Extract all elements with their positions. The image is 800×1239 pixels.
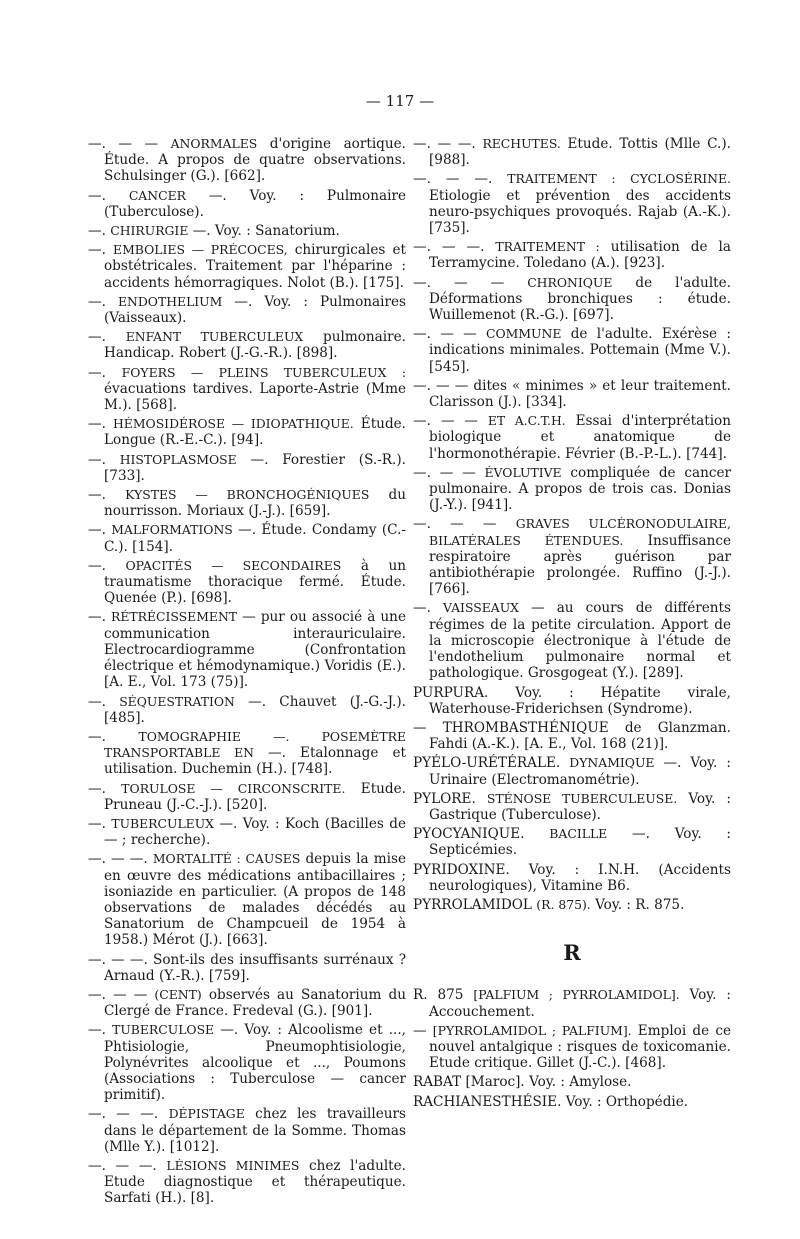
entry-lead: —. — [88, 1022, 106, 1039]
entry-text: Sont-ils des insuffisants surrénaux ? Arnaud (Y.-R.). [759]. — [104, 951, 406, 984]
entry-text: Etude. Pruneau (J.-C.-J.). [520]. — [104, 780, 406, 813]
entry-text: depuis la mise en œuvre des médications antibacillaires ; isoniazide en particulier. (A propos de 148 observations de malades décédés au Sanatorium de Champcueil de 1954 à 1958.) Mérot (J.). [663]. — [104, 851, 406, 949]
entry-subheading: LÉSIONS MINIMES — [166, 1157, 300, 1173]
entry-text: —. Chauvet (J.-G.-J.). [485]. — [104, 693, 406, 726]
entry-subheading: DÉPISTAGE — [168, 1106, 245, 1122]
entry-subheading: TUBERCULOSE — [112, 1022, 215, 1038]
entry-text: Voy. : Orthopédie. — [561, 1093, 689, 1110]
entry-lead: —. — — — [413, 377, 469, 394]
index-entry — [88, 558, 406, 607]
entry-lead: PURPURA. — [413, 684, 489, 701]
entry-text: Voy. : Accouchement. — [429, 987, 731, 1020]
entry-text: —. Voy. : Urinaire (Electromanométrie). — [429, 755, 731, 788]
entry-lead: — — [413, 1022, 427, 1039]
entry-text: —. Voy. : Pulmonaire (Tuberculose). — [104, 187, 406, 220]
entry-subheading: TUBERCULEUX — [111, 815, 214, 831]
entry-text: à un traumatisme thoracique fermé. Étude. Quenée (P.). [698]. — [104, 557, 407, 607]
entry-lead: —. — —. — [88, 851, 148, 868]
right-column-p-entries — [413, 136, 731, 913]
entry-lead: —. — [88, 728, 106, 745]
entry-subheading: GRAVES ULCÉRONODULAIRE, BILATÉRALES ÉTENDUES. — [429, 516, 731, 548]
index-entry — [413, 862, 731, 894]
entry-lead: RABAT — [413, 1074, 462, 1091]
entry-lead: —. — — — [88, 136, 159, 152]
index-entry — [413, 987, 731, 1019]
entry-subheading: TORULOSE — CIRCONSCRITE. — [121, 780, 346, 796]
entry-subheading: ENFANT TUBERCULEUX — [125, 329, 304, 345]
entry-subheading: DYNAMIQUE — [569, 755, 655, 771]
entry-text: [Maroc]. Voy. : Amylose. — [461, 1074, 632, 1091]
index-entry — [413, 465, 731, 514]
entry-subheading: CANCER — [128, 187, 186, 203]
entry-text: Insuffisance respiratoire après guérison par antibiothérapie prolongée. Ruffino (J.-J.). [766]. — [429, 532, 731, 598]
entry-text: Emploi de ce nouvel antalgique : risques de toxicomanie. Etude critique. Gillet (J.-C.). [468]. — [429, 1022, 731, 1072]
entry-subheading: MALFORMATIONS — [111, 522, 233, 538]
entry-subheading: ENDOTHELIUM — [117, 293, 223, 309]
entry-subheading: HÉMOSIDÉROSE — IDIOPATHIQUE. — [113, 416, 354, 432]
entry-text: — au cours de différents régimes de la petite circulation. Apport de la microscopie électronique à l'étude de l'endothelium pulmonaire normal et pathologique. Grosgogeat (Y.). [289]. — [429, 600, 731, 682]
index-entry — [413, 791, 731, 823]
entry-subheading: TRAITEMENT : — [495, 239, 600, 255]
entry-lead: —. — —. — [413, 239, 485, 256]
entry-lead: —. — [88, 451, 106, 468]
entry-text: observés au Sanatorium du Clergé de France. Fredeval (G.). [901]. — [104, 986, 406, 1020]
entry-lead: PYOCYANIQUE. — [413, 826, 525, 843]
index-entry — [88, 365, 406, 414]
index-entry — [88, 242, 406, 291]
index-entry — [88, 851, 406, 948]
entry-subheading: (CENT) — [154, 986, 202, 1002]
section-letter: R — [563, 940, 581, 966]
index-entry — [413, 378, 731, 410]
entry-lead: —. — [88, 364, 106, 381]
index-entry — [413, 600, 731, 681]
entry-lead: —. — [88, 223, 106, 240]
entry-text: Etude. Tottis (Mlle C.). [988]. — [429, 136, 731, 169]
page-number: — 117 — — [365, 92, 435, 110]
index-entry — [413, 516, 731, 597]
entry-text: utilisation de la Terramycine. Toledano (A.). [923]. — [429, 239, 731, 272]
entry-lead: —. — [88, 815, 106, 832]
entry-lead: R. 875 — [413, 987, 464, 1004]
index-entry — [88, 329, 406, 361]
entry-subheading: RECHUTES. — [482, 136, 561, 151]
index-entry — [88, 452, 406, 484]
index-entry — [88, 816, 406, 848]
entry-text: chez les travailleurs dans le département de la Somme. Thomas (Mlle Y.). [1012]. — [104, 1106, 407, 1155]
entry-lead: PYÉLO-URÉTÉRALE. — [413, 755, 561, 772]
entry-text: de l'adulte. Exérèse : indications minimales. Pottemain (Mme V.). [545]. — [429, 326, 731, 375]
entry-text: de l'adulte. Déformations bronchiques : étude. Wuillemenot (R.-G.). [697]. — [429, 274, 731, 324]
entry-lead: —. — [88, 693, 106, 710]
entry-text: Voy. : R. 875. — [590, 896, 685, 913]
entry-subheading: COMMUNE — [486, 326, 562, 342]
index-entry — [88, 223, 406, 239]
index-entry — [88, 694, 406, 726]
entry-text: de Glanzman. Fahdi (A.-K.). [A. E., Vol. 168 (21)]. — [429, 719, 732, 753]
entry-lead: —. — [88, 329, 106, 346]
entry-lead: —. — [413, 600, 431, 617]
entry-lead: —. — — — [413, 516, 497, 533]
entry-lead: —. — — — [413, 274, 505, 291]
entry-lead: PYRIDOXINE. — [413, 861, 510, 878]
entry-lead: —. — —. — [88, 1157, 157, 1174]
entry-text: d'origine aortique. Étude. A propos de quatre observations. Schulsinger (G.). [662]. — [104, 136, 406, 185]
index-entry — [88, 487, 406, 519]
entry-lead: —. — —. — [413, 136, 476, 152]
index-entry — [88, 1106, 406, 1155]
index-entry — [88, 294, 406, 326]
entry-subheading: BACILLE — [549, 826, 608, 842]
entry-lead: —. — —. — [413, 171, 493, 188]
entry-lead: —. — — — [413, 326, 477, 343]
entry-text: chirurgicales et obstétricales. Traitement par l'héparine : accidents hémorragiques. Nolot (B.). [175]. — [104, 242, 406, 291]
index-entry — [88, 1158, 406, 1207]
index-entry — [413, 826, 731, 858]
entry-subheading: FOYERS — PLEINS TUBERCULEUX : — [121, 364, 406, 380]
entry-text: évacuations tardives. Laporte-Astrie (Mme M.). [568]. — [104, 380, 406, 414]
entry-subheading: KYSTES — BRONCHOGÉNIQUES — [125, 487, 370, 503]
index-entry — [88, 781, 406, 813]
index-entry — [413, 171, 731, 236]
index-entry — [413, 720, 731, 752]
entry-text: Essai d'interprétation biologique et anatomique de l'hormonothérapie. Février (B.-P.-L.). [744]. — [429, 413, 731, 462]
entry-subheading: TOMOGRAPHIE —. POSEMÈTRE TRANSPORTABLE EN — [104, 728, 406, 761]
entry-text: Voy. : Hépatite virale, Waterhouse-Friderichsen (Syndrome). — [429, 684, 731, 717]
entry-text: du nourrisson. Moriaux (J.-J.). [659]. — [104, 487, 406, 520]
entry-text: —. Forestier (S.-R.). [733]. — [104, 451, 406, 484]
entry-lead: —. — —. — [88, 1106, 159, 1123]
entry-lead: —. — — — [413, 464, 476, 481]
entry-subheading: ÉVOLUTIVE — [484, 464, 562, 480]
entry-text: — pur ou associé à une communication interauriculaire. Electrocardiogramme (Confrontation électrique et hémodynamique.) Voridis (E.). [A. E., Vol. 173 (75)]. — [104, 609, 406, 691]
entry-subheading: ANORMALES — [170, 136, 258, 151]
index-entry — [413, 1023, 731, 1072]
entry-subheading: [PALFIUM ; PYRROLAMIDOL]. — [473, 987, 680, 1003]
entry-subheading: OPACITÉS — SECONDAIRES — [125, 557, 342, 573]
index-entry — [413, 755, 731, 787]
entry-subheading: HISTOPLASMOSE — [119, 451, 237, 467]
entry-lead: —. — [88, 187, 106, 204]
index-entry — [88, 136, 406, 185]
index-entry — [88, 522, 406, 554]
entry-subheading: TRAITEMENT : CYCLOSÉRINE. — [507, 171, 731, 187]
entry-text: —. Voy. : Alcoolisme et ..., Phtisiologie, Pneumophtisiologie, Polynévrites alcoolique et ..., Poumons (Associations : Tuberculose — cancer primitif). — [104, 1022, 406, 1104]
index-entry — [88, 416, 406, 448]
entry-text: Etiologie et prévention des accidents neuro-psychiques provoqués. Rajab (A.-K.). [735]. — [429, 187, 731, 237]
entry-text: compliquée de cancer pulmonaire. A propos de trois cas. Donias (J.-Y.). [941]. — [429, 464, 731, 514]
entry-lead: RACHIANESTHÉSIE. — [413, 1093, 562, 1110]
entry-subheading: ET A.C.T.H. — [487, 413, 566, 429]
entry-lead: —. — —. — [88, 951, 148, 968]
entry-text: —. Voy. : Koch (Bacilles de — ; recherche). — [104, 815, 406, 849]
entry-text: dites « minimes » et leur traitement. Clarisson (J.). [334]. — [429, 377, 731, 411]
index-entry — [88, 609, 406, 690]
entry-subheading: CHRONIQUE — [527, 274, 613, 290]
entry-subheading: SÉQUESTRATION — [119, 693, 235, 709]
entry-subheading: VAISSEAUX — [443, 600, 519, 616]
index-entry — [88, 729, 406, 778]
index-entry — [413, 136, 731, 168]
entry-text: —. Etalonnage et utilisation. Duchemin (H.). [748]. — [104, 745, 406, 778]
index-entry — [88, 1022, 406, 1103]
index-entry — [88, 987, 406, 1019]
entry-text: chez l'adulte. Etude diagnostique et thérapeutique. Sarfati (H.). [8]. — [104, 1157, 407, 1207]
index-entry — [413, 413, 731, 462]
entry-text: —. Étude. Condamy (C.-C.). [154]. — [104, 522, 406, 555]
index-entry — [413, 1094, 731, 1110]
index-entry — [88, 188, 406, 220]
entry-text: —. Voy. : Pulmonaires (Vaisseaux). — [104, 293, 406, 327]
index-entry — [413, 326, 731, 375]
entry-lead: —. — [88, 522, 106, 539]
entry-lead: —. — [88, 416, 106, 433]
entry-lead: —. — — — [413, 413, 478, 430]
index-entry — [88, 952, 406, 984]
entry-subheading: (R. 875). — [536, 896, 591, 912]
index-entry — [413, 275, 731, 324]
entry-lead: — THROMBASTHÉNIQUE — [413, 719, 609, 736]
entry-text: Voy. : Gastrique (Tuberculose). — [429, 790, 731, 823]
entry-subheading: EMBOLIES — PRÉCOCES, — [113, 242, 288, 258]
entry-subheading: [PYRROLAMIDOL ; PALFIUM]. — [432, 1022, 632, 1038]
right-column — [413, 136, 731, 1113]
entry-text: —. Voy. : Sanatorium. — [188, 223, 340, 240]
index-entry — [413, 1074, 731, 1090]
left-column — [88, 136, 406, 1210]
index-entry — [413, 685, 731, 717]
entry-subheading: MORTALITÉ : CAUSES — [152, 851, 301, 867]
entry-lead: —. — [88, 487, 106, 504]
entry-lead: —. — — — [88, 986, 148, 1003]
index-entry — [413, 239, 731, 271]
entry-lead: —. — [88, 609, 106, 626]
entry-lead: —. — [88, 780, 106, 797]
entry-lead: PYLORE. — [413, 790, 476, 807]
index-entry — [413, 897, 731, 913]
entry-text: Étude. Longue (R.-E.-C.). [94]. — [104, 416, 407, 449]
entry-lead: —. — [88, 293, 106, 310]
entry-lead: PYRROLAMIDOL — [413, 896, 532, 913]
entry-text: Voy. : I.N.H. (Accidents neurologiques), Vitamine B6. — [429, 861, 731, 894]
entry-lead: —. — [88, 557, 106, 574]
entry-subheading: RÉTRÉCISSEMENT — [111, 609, 238, 625]
entry-lead: —. — [88, 242, 106, 259]
entry-text: —. Voy. : Septicémies. — [429, 826, 731, 859]
entry-subheading: STÉNOSE TUBERCULEUSE. — [486, 790, 678, 806]
entry-subheading: CHIRURGIE — [110, 223, 189, 239]
entry-text: pulmonaire. Handicap. Robert (J.-G.-R.). [898]. — [104, 329, 406, 362]
right-column-r-entries — [413, 987, 731, 1109]
